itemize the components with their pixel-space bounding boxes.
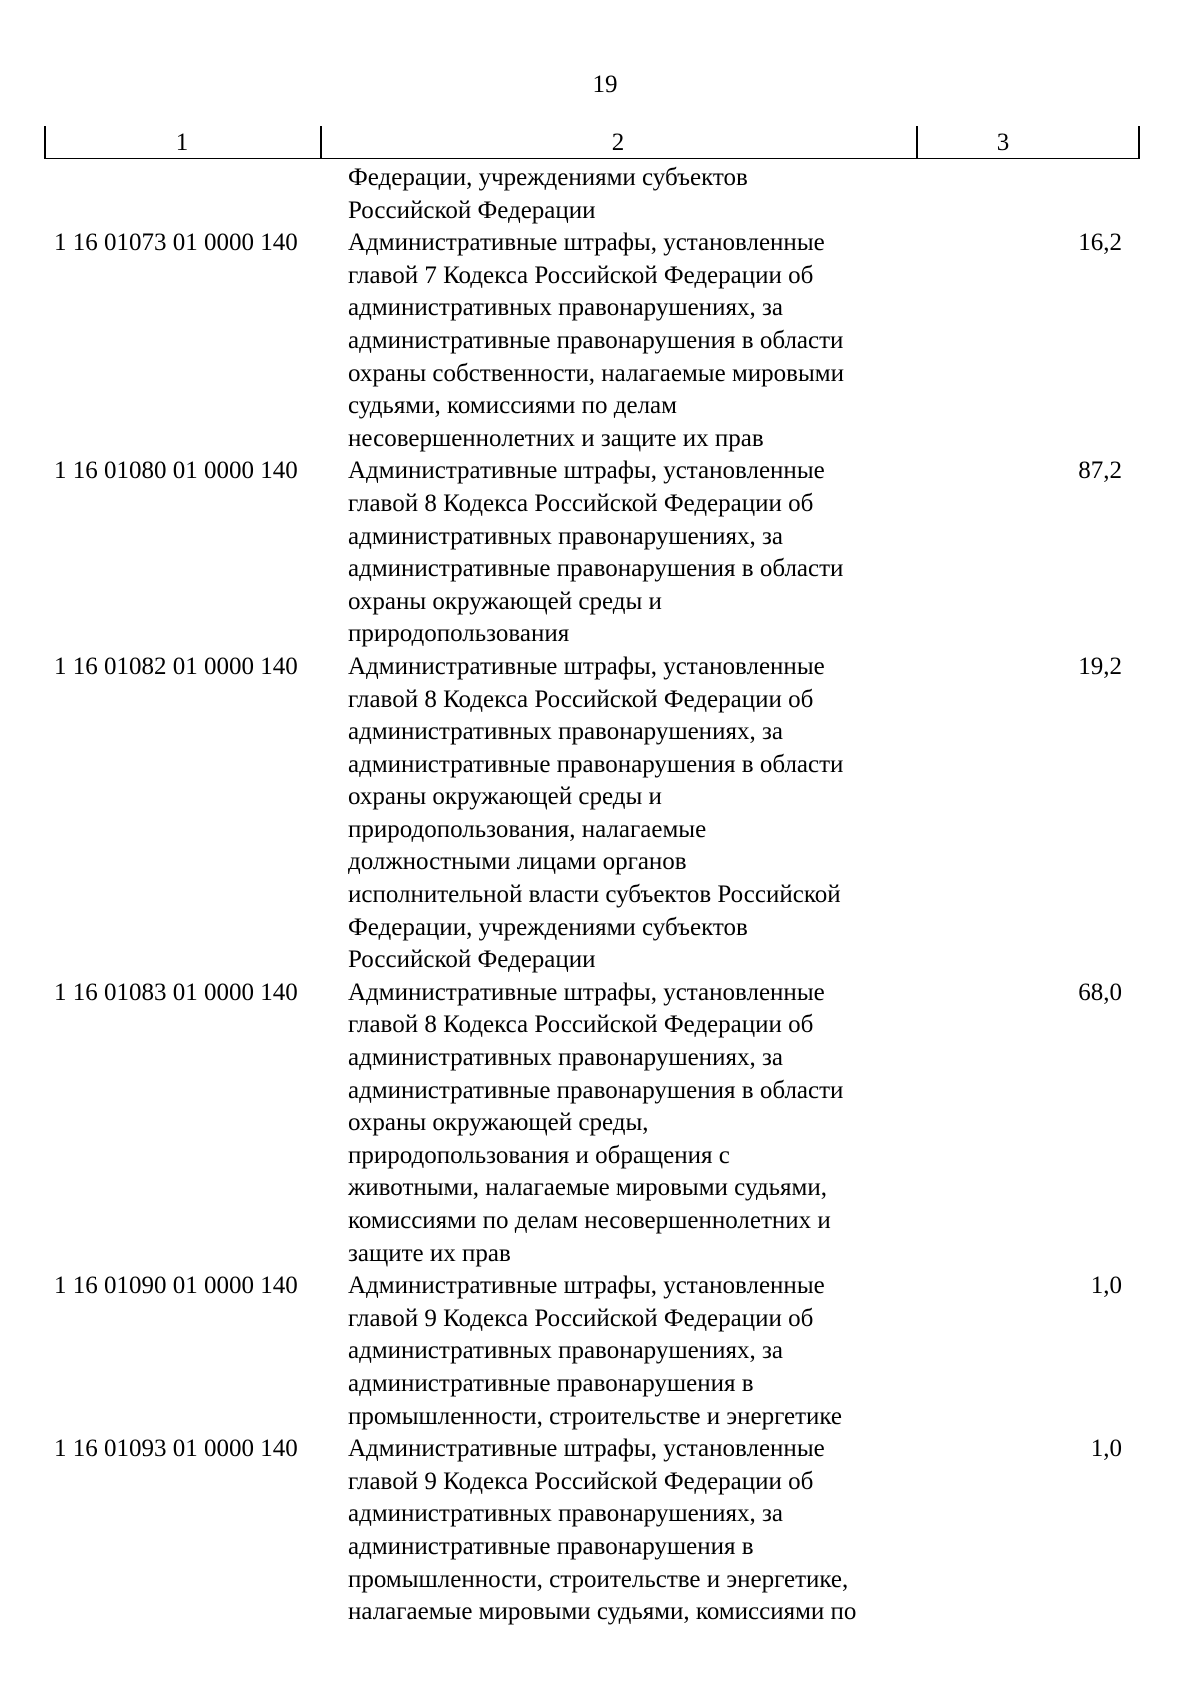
description-line: охраны окружающей среды и: [348, 783, 662, 811]
budget-code: 1 16 01090 01 0000 140: [54, 1272, 298, 1300]
table-row: [44, 162, 1140, 227]
description-line: административные правонарушения в области: [348, 1076, 844, 1104]
income-description: [336, 455, 928, 651]
description-line: Российской Федерации: [348, 196, 596, 224]
description-line: Федерации, учреждениями субъектов: [348, 164, 748, 191]
description-line: административные правонарушения в: [348, 1369, 754, 1397]
description-line: Федерации, учреждениями субъектов: [348, 913, 748, 941]
description-line: промышленности, строительстве и энергетике,: [348, 1565, 849, 1593]
description-line: административных правонарушениях, за: [348, 1337, 783, 1365]
description-line: животными, налагаемые мировыми судьями,: [348, 1174, 827, 1202]
description-line: административных правонарушениях, за: [348, 522, 783, 550]
table-row: [44, 455, 1140, 651]
table-row: [44, 977, 1140, 1270]
table-row: [44, 1433, 1140, 1629]
description-line: Административные штрафы, установленные: [348, 978, 825, 1006]
description-line: природопользования и обращения с: [348, 1141, 730, 1169]
description-line: главой 8 Кодекса Российской Федерации об: [348, 685, 814, 713]
budget-code: 1 16 01080 01 0000 140: [54, 457, 298, 485]
income-description: [336, 162, 928, 227]
description-line: главой 8 Кодекса Российской Федерации об: [348, 489, 814, 517]
header-col-1: 1: [175, 129, 189, 156]
description-line: Административные штрафы, установленные: [348, 652, 825, 680]
description-line: охраны окружающей среды и: [348, 587, 662, 615]
description-line: комиссиями по делам несовершеннолетних и: [348, 1207, 831, 1234]
page-number: 19: [592, 71, 618, 98]
description-line: главой 9 Кодекса Российской Федерации об: [348, 1467, 814, 1495]
description-line: Российской Федерации: [348, 946, 596, 974]
amount: 87,2: [1078, 457, 1122, 485]
table-divider-1: [320, 126, 322, 159]
header-col-3: 3: [996, 129, 1010, 156]
description-line: охраны собственности, налагаемые мировыми: [348, 359, 844, 387]
income-description: [336, 227, 928, 455]
table-divider-2: [916, 126, 918, 159]
description-line: главой 9 Кодекса Российской Федерации об: [348, 1304, 814, 1332]
amount: 68,0: [1078, 978, 1122, 1006]
description-line: Административные штрафы, установленные: [348, 1272, 825, 1300]
description-line: должностными лицами органов: [348, 848, 687, 876]
description-line: главой 8 Кодекса Российской Федерации об: [348, 1011, 814, 1039]
income-description: [336, 1270, 928, 1433]
table-border-left: [44, 126, 46, 159]
table-body: [44, 162, 1140, 1629]
description-line: административных правонарушениях, за: [348, 294, 783, 322]
description-line: природопользования: [348, 620, 570, 648]
description-line: административных правонарушениях, за: [348, 1500, 783, 1528]
description-line: защите их прав: [348, 1239, 511, 1267]
description-line: главой 7 Кодекса Российской Федерации об: [348, 261, 814, 289]
description-line: административные правонарушения в области: [348, 750, 844, 778]
description-line: административные правонарушения в области: [348, 555, 844, 583]
income-description: [336, 1433, 928, 1629]
header-col-2: 2: [611, 129, 625, 156]
table-row: [44, 1270, 1140, 1433]
description-line: административных правонарушениях, за: [348, 718, 783, 746]
description-line: Административные штрафы, установленные: [348, 1435, 825, 1463]
description-line: налагаемые мировыми судьями, комиссиями по: [348, 1598, 857, 1626]
description-line: Административные штрафы, установленные: [348, 229, 825, 257]
description-line: Административные штрафы, установленные: [348, 457, 825, 485]
amount: 1,0: [1090, 1272, 1122, 1300]
table-row: [44, 227, 1140, 455]
description-line: административных правонарушениях, за: [348, 1044, 783, 1072]
table-border-right: [1138, 126, 1140, 159]
income-description: [336, 977, 928, 1270]
description-line: промышленности, строительстве и энергетике: [348, 1402, 843, 1430]
description-line: охраны окружающей среды,: [348, 1109, 649, 1137]
budget-code: 1 16 01093 01 0000 140: [54, 1435, 298, 1463]
description-line: судьями, комиссиями по делам: [348, 392, 677, 420]
income-description: [336, 651, 928, 977]
description-line: исполнительной власти субъектов Российской: [348, 881, 841, 909]
budget-code: 1 16 01073 01 0000 140: [54, 229, 298, 257]
description-line: административные правонарушения в: [348, 1532, 754, 1560]
budget-code: 1 16 01083 01 0000 140: [54, 978, 298, 1006]
description-line: несовершеннолетних и защите их прав: [348, 424, 764, 452]
budget-code: 1 16 01082 01 0000 140: [54, 652, 298, 680]
description-line: административные правонарушения в области: [348, 326, 844, 354]
description-line: природопользования, налагаемые: [348, 815, 707, 843]
table-header: [44, 126, 1140, 159]
amount: 1,0: [1090, 1435, 1122, 1463]
table-row: [44, 651, 1140, 977]
amount: 16,2: [1078, 229, 1122, 257]
amount: 19,2: [1078, 652, 1122, 680]
